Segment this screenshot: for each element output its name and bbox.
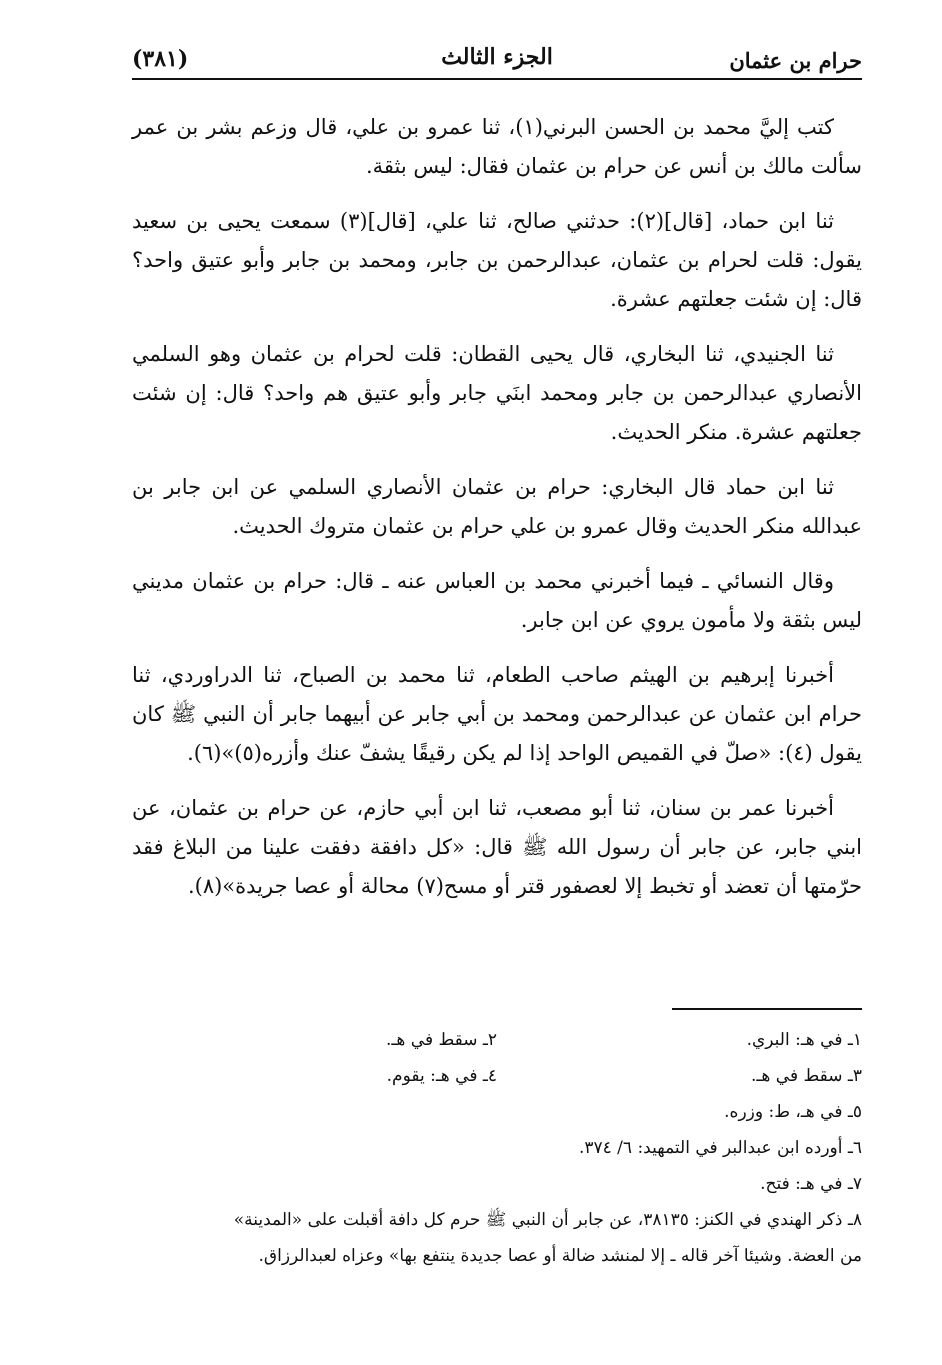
- paragraph-5: وقال النسائي ـ فيما أخبرني محمد بن العباس عنه ـ قال: حرام بن عثمان مديني ليس بثقة ولا مأمون يروي عن ابن جابر.: [132, 569, 862, 632]
- footnote-7: ٧ـ في هـ: فتح.: [760, 1174, 862, 1194]
- paragraph-7: أخبرنا عمر بن سنان، ثنا أبو مصعب، ثنا ابن أبي حازم، عن حرام بن عثمان، عن ابني جابر، عن جابر أن رسول الله ﷺ قال: «كل دافقة دفقت علينا من البلاغ فقد حرّمتها أن تعضد أو تخبط إلا لعصفور قتر أو مسح(٧) محالة أو عصا جريدة»(٨).: [132, 796, 862, 898]
- main-text: [132, 108, 862, 922]
- paragraph-1: كتب إليَّ محمد بن الحسن البرني(١)، ثنا عمرو بن علي، قال وزعم بشر بن عمر سألت مالك بن أنس عن حرام بن عثمان فقال: ليس بثقة.: [132, 115, 862, 178]
- footnote-2: ٢ـ سقط في هـ.: [386, 1030, 497, 1050]
- footnote-separator: [672, 1008, 862, 1010]
- running-title: حرام بن عثمان: [729, 48, 862, 73]
- part-title: الجزء الثالث: [441, 44, 553, 70]
- page-header: [132, 42, 862, 80]
- footnote-4: ٤ـ في هـ: يقوم.: [386, 1066, 497, 1086]
- footnote-1: ١ـ في هـ: البري.: [746, 1030, 862, 1050]
- paragraph-2: ثنا ابن حماد، [قال](٢): حدثني صالح، ثنا علي، [قال](٣) سمعت يحيى بن سعيد يقول: قلت لحرام بن عثمان، عبدالرحمن بن جابر، ومحمد بن جابر وأبو عتيق واحد؟ قال: إن شئت جعلتهم عشرة.: [132, 209, 862, 311]
- page-number: (٣٨١): [132, 46, 189, 72]
- footnotes: [132, 1022, 862, 1274]
- footnote-row: [132, 1058, 862, 1094]
- paragraph-3: ثنا الجنيدي، ثنا البخاري، قال يحيى القطان: قلت لحرام بن عثمان وهو السلمي الأنصاري عبدالرحمن بن جابر ومحمد ابنَي جابر وأبو عتيق هم واحد؟ قال: إن شئت جعلتهم عشرة. منكر الحديث.: [132, 342, 862, 444]
- footnote-8-line-1: ٨ـ ذكر الهندي في الكنز: ٣٨١٣٥، عن جابر أن النبي ﷺ حرم كل دافة أقبلت على «المدينة»: [233, 1210, 862, 1230]
- footnote-8-line-2: من العضة. وشيئا آخر قاله ـ إلا لمنشد ضالة أو عصا جديدة ينتفع بها» وعزاه لعبدالرزاق.: [258, 1246, 862, 1266]
- footnote-5: ٥ـ في هـ، ط: وزره.: [724, 1102, 862, 1122]
- paragraph-6: أخبرنا إبرهيم بن الهيثم صاحب الطعام، ثنا محمد بن الصباح، ثنا الدراوردي، ثنا حرام ابن عثمان عن عبدالرحمن ومحمد بن أبي جابر عن أبيهما جابر أن النبي ﷺ كان يقول (٤): «صلّ في القميص الواحد إذا لم يكن رقيقًا يشفّ عنك وأزره(٥)»(٦).: [132, 663, 862, 765]
- footnote-row: [132, 1022, 862, 1058]
- footnote-3: ٣ـ سقط في هـ.: [751, 1066, 862, 1086]
- footnote-6: ٦ـ أورده ابن عبدالبر في التمهيد: ٦/ ٣٧٤.: [578, 1138, 862, 1158]
- paragraph-4: ثنا ابن حماد قال البخاري: حرام بن عثمان الأنصاري السلمي عن ابن جابر بن عبدالله منكر الحديث وقال عمرو بن علي حرام بن عثمان متروك الحديث.: [132, 475, 862, 538]
